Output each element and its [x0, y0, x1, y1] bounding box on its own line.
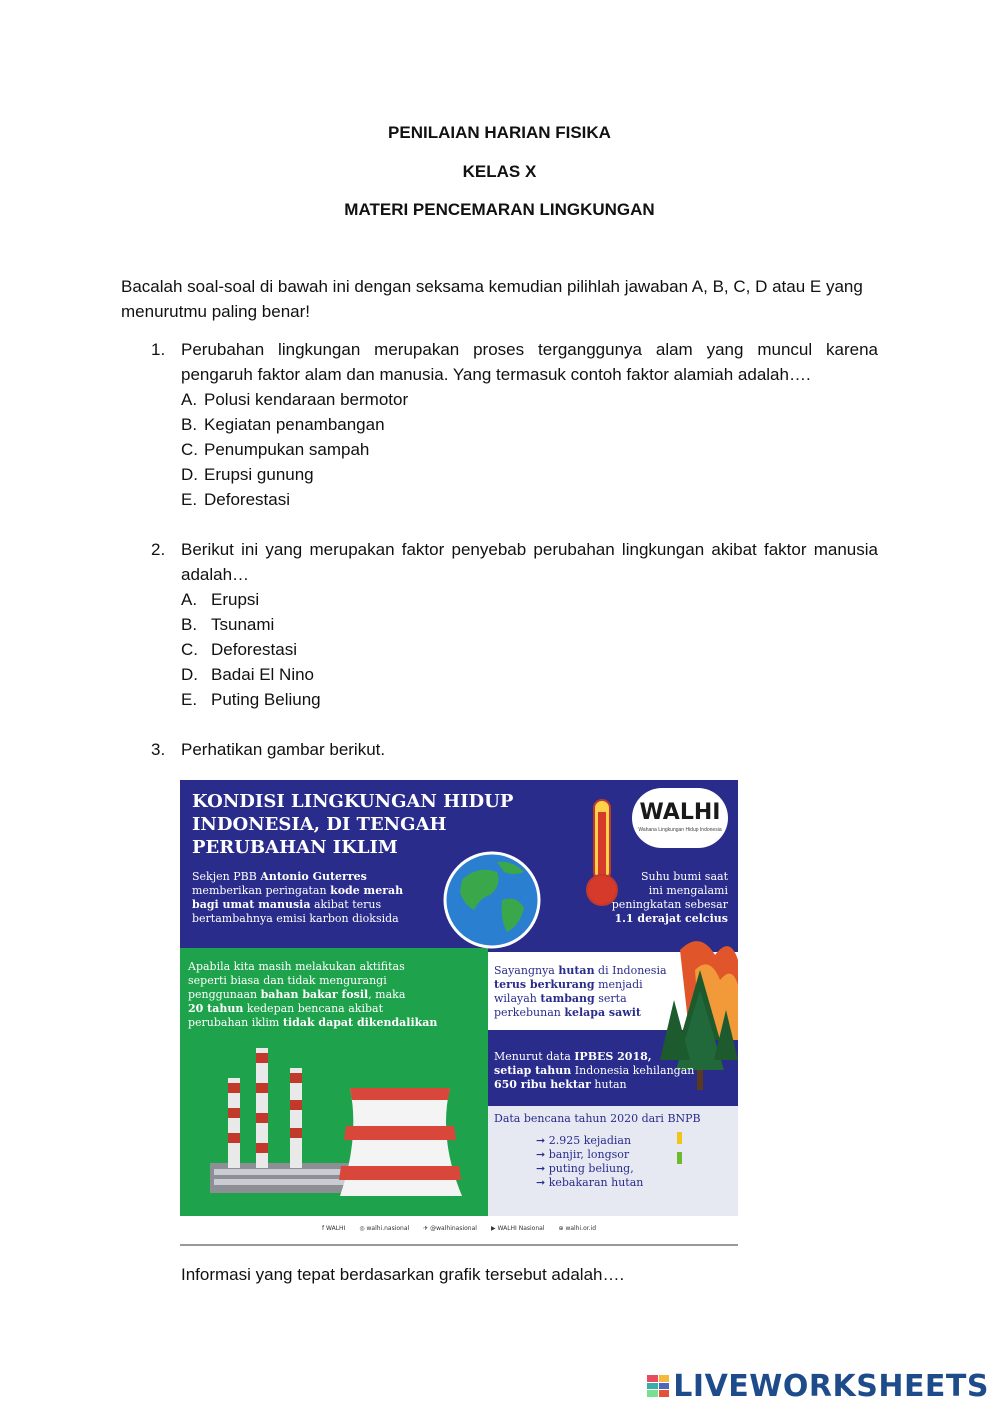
instagram-handle: ◎ walhi.nasional	[359, 1225, 410, 1232]
class-title: KELAS X	[462, 162, 537, 181]
ipbes-line-3: 650 ribu hektar hutan	[494, 1078, 627, 1091]
infographic-heading-2: INDONESIA, DI TENGAH	[192, 814, 447, 835]
ipbes-line-2: setiap tahun Indonesia kehilangan	[494, 1064, 695, 1077]
option-item[interactable]	[181, 612, 274, 637]
option-text: Penumpukan sampah	[204, 440, 370, 459]
bnpb-item: ➞ kebakaran hutan	[536, 1176, 644, 1189]
option-letter: B.	[181, 415, 198, 434]
guterres-line-3: bagi umat manusia akibat terus	[192, 898, 382, 911]
guterres-line-2: memberikan peringatan kode merah	[192, 884, 404, 897]
fossil-line-4: 20 tahun kedepan bencana akibat	[188, 1002, 384, 1015]
question-text: Berikut ini yang merupakan faktor penyebab perubahan lingkungan akibat faktor manusia adalah…	[181, 540, 878, 584]
earth-globe-icon	[442, 850, 542, 950]
ipbes-line-1: Menurut data IPBES 2018,	[494, 1050, 652, 1063]
question-followup: Informasi yang tepat berdasarkan grafik tersebut adalah….	[181, 1265, 625, 1284]
option-item[interactable]	[181, 687, 321, 712]
option-letter: B.	[181, 615, 198, 634]
youtube-handle: ▶ WALHI Nasional	[490, 1225, 545, 1232]
question-text: Perubahan lingkungan merupakan proses terganggunya alam yang muncul karena pengaruh faktor alam dan manusia. Yang termasuk contoh faktor alamiah adalah….	[181, 340, 878, 384]
yellow-marker	[677, 1132, 682, 1144]
factory-illustration	[200, 1038, 480, 1198]
walhi-logo-subtitle: Wahana Lingkungan Hidup Indonesia	[638, 827, 722, 833]
question-number: 2.	[151, 540, 166, 559]
liveworksheets-logo	[647, 1369, 989, 1403]
infographic-image	[180, 780, 738, 1246]
forest-line-2: terus berkurang menjadi	[494, 978, 643, 991]
question-number: 1.	[151, 340, 166, 359]
arrow-icon: ➞	[536, 1148, 549, 1161]
website-link: ⊕ walhi.or.id	[558, 1225, 597, 1232]
arrow-icon: ➞	[536, 1176, 549, 1189]
option-letter: E.	[181, 490, 198, 509]
forest-line-4: perkebunan kelapa sawit	[494, 1006, 641, 1019]
green-marker	[677, 1152, 682, 1164]
temp-line-1: Suhu bumi saat	[640, 870, 728, 883]
subject-title: MATERI PENCEMARAN LINGKUNGAN	[344, 200, 655, 219]
guterres-line-1: Sekjen PBB Antonio Guterres	[192, 870, 367, 883]
option-letter: D.	[181, 665, 198, 684]
option-item[interactable]	[181, 437, 369, 462]
option-item[interactable]	[181, 637, 297, 662]
instruction-line-1: Bacalah soal-soal di bawah ini dengan seksama kemudian pilihlah jawaban A, B, C, D atau E yang	[121, 277, 863, 296]
twitter-handle: ✈ @walhinasional	[423, 1225, 477, 1232]
guterres-line-4: bertambahnya emisi karbon dioksida	[192, 912, 399, 925]
temp-line-4: 1.1 derajat celcius	[614, 912, 728, 925]
brand-text: LIVEWORKSHEETS	[673, 1368, 989, 1404]
option-letter: E.	[181, 690, 198, 709]
instruction-line-2: menurutmu paling benar!	[121, 302, 311, 321]
option-text: Deforestasi	[204, 490, 290, 509]
infographic-heading-3: PERUBAHAN IKLIM	[192, 837, 398, 858]
question-text: Perhatikan gambar berikut.	[181, 740, 386, 759]
brand-grid-icon	[647, 1375, 669, 1397]
facebook-handle: f WALHI	[321, 1225, 346, 1232]
option-item[interactable]	[181, 662, 314, 687]
page-title: PENILAIAN HARIAN FISIKA	[388, 123, 611, 142]
option-item[interactable]	[181, 412, 385, 437]
option-item[interactable]	[181, 487, 290, 512]
option-letter: D.	[181, 465, 198, 484]
bnpb-item: ➞ puting beliung,	[536, 1162, 634, 1175]
option-item[interactable]	[181, 462, 314, 487]
bnpb-item: ➞ banjir, longsor	[536, 1148, 630, 1161]
option-item[interactable]	[181, 387, 408, 412]
option-item[interactable]	[181, 587, 259, 612]
walhi-logo-text: WALHI	[639, 800, 721, 825]
option-letter: C.	[181, 640, 198, 659]
forest-line-3: wilayah tambang serta	[494, 992, 627, 1005]
option-text: Erupsi gunung	[204, 465, 314, 484]
option-text: Erupsi	[211, 590, 260, 609]
forest-line-1: Sayangnya hutan di Indonesia	[494, 964, 667, 977]
bnpb-title: Data bencana tahun 2020 dari BNPB	[494, 1112, 701, 1125]
option-letter: C.	[181, 440, 198, 459]
option-text: Puting Beliung	[211, 690, 321, 709]
walhi-logo	[632, 788, 728, 848]
question-number: 3.	[151, 740, 166, 759]
bnpb-item: ➞ 2.925 kejadian	[536, 1134, 632, 1147]
option-text: Polusi kendaraan bermotor	[204, 390, 409, 409]
arrow-icon: ➞	[536, 1134, 549, 1147]
fossil-line-1: Apabila kita masih melakukan aktifitas	[188, 960, 405, 973]
option-text: Badai El Nino	[211, 665, 315, 684]
fossil-line-3: penggunaan bahan bakar fosil, maka	[188, 988, 406, 1001]
fossil-line-2: seperti biasa dan tidak mengurangi	[188, 974, 387, 987]
option-text: Tsunami	[211, 615, 275, 634]
fossil-line-5: perubahan iklim tidak dapat dikendalikan	[188, 1016, 438, 1029]
option-text: Kegiatan penambangan	[204, 415, 385, 434]
temp-line-3: peningkatan sebesar	[611, 898, 728, 911]
option-letter: A.	[181, 590, 198, 609]
temp-line-2: ini mengalami	[648, 884, 728, 897]
infographic-footer	[180, 1216, 738, 1246]
option-text: Deforestasi	[211, 640, 297, 659]
infographic-heading-1: KONDISI LINGKUNGAN HIDUP	[192, 791, 514, 812]
arrow-icon: ➞	[536, 1162, 549, 1175]
option-letter: A.	[181, 390, 198, 409]
